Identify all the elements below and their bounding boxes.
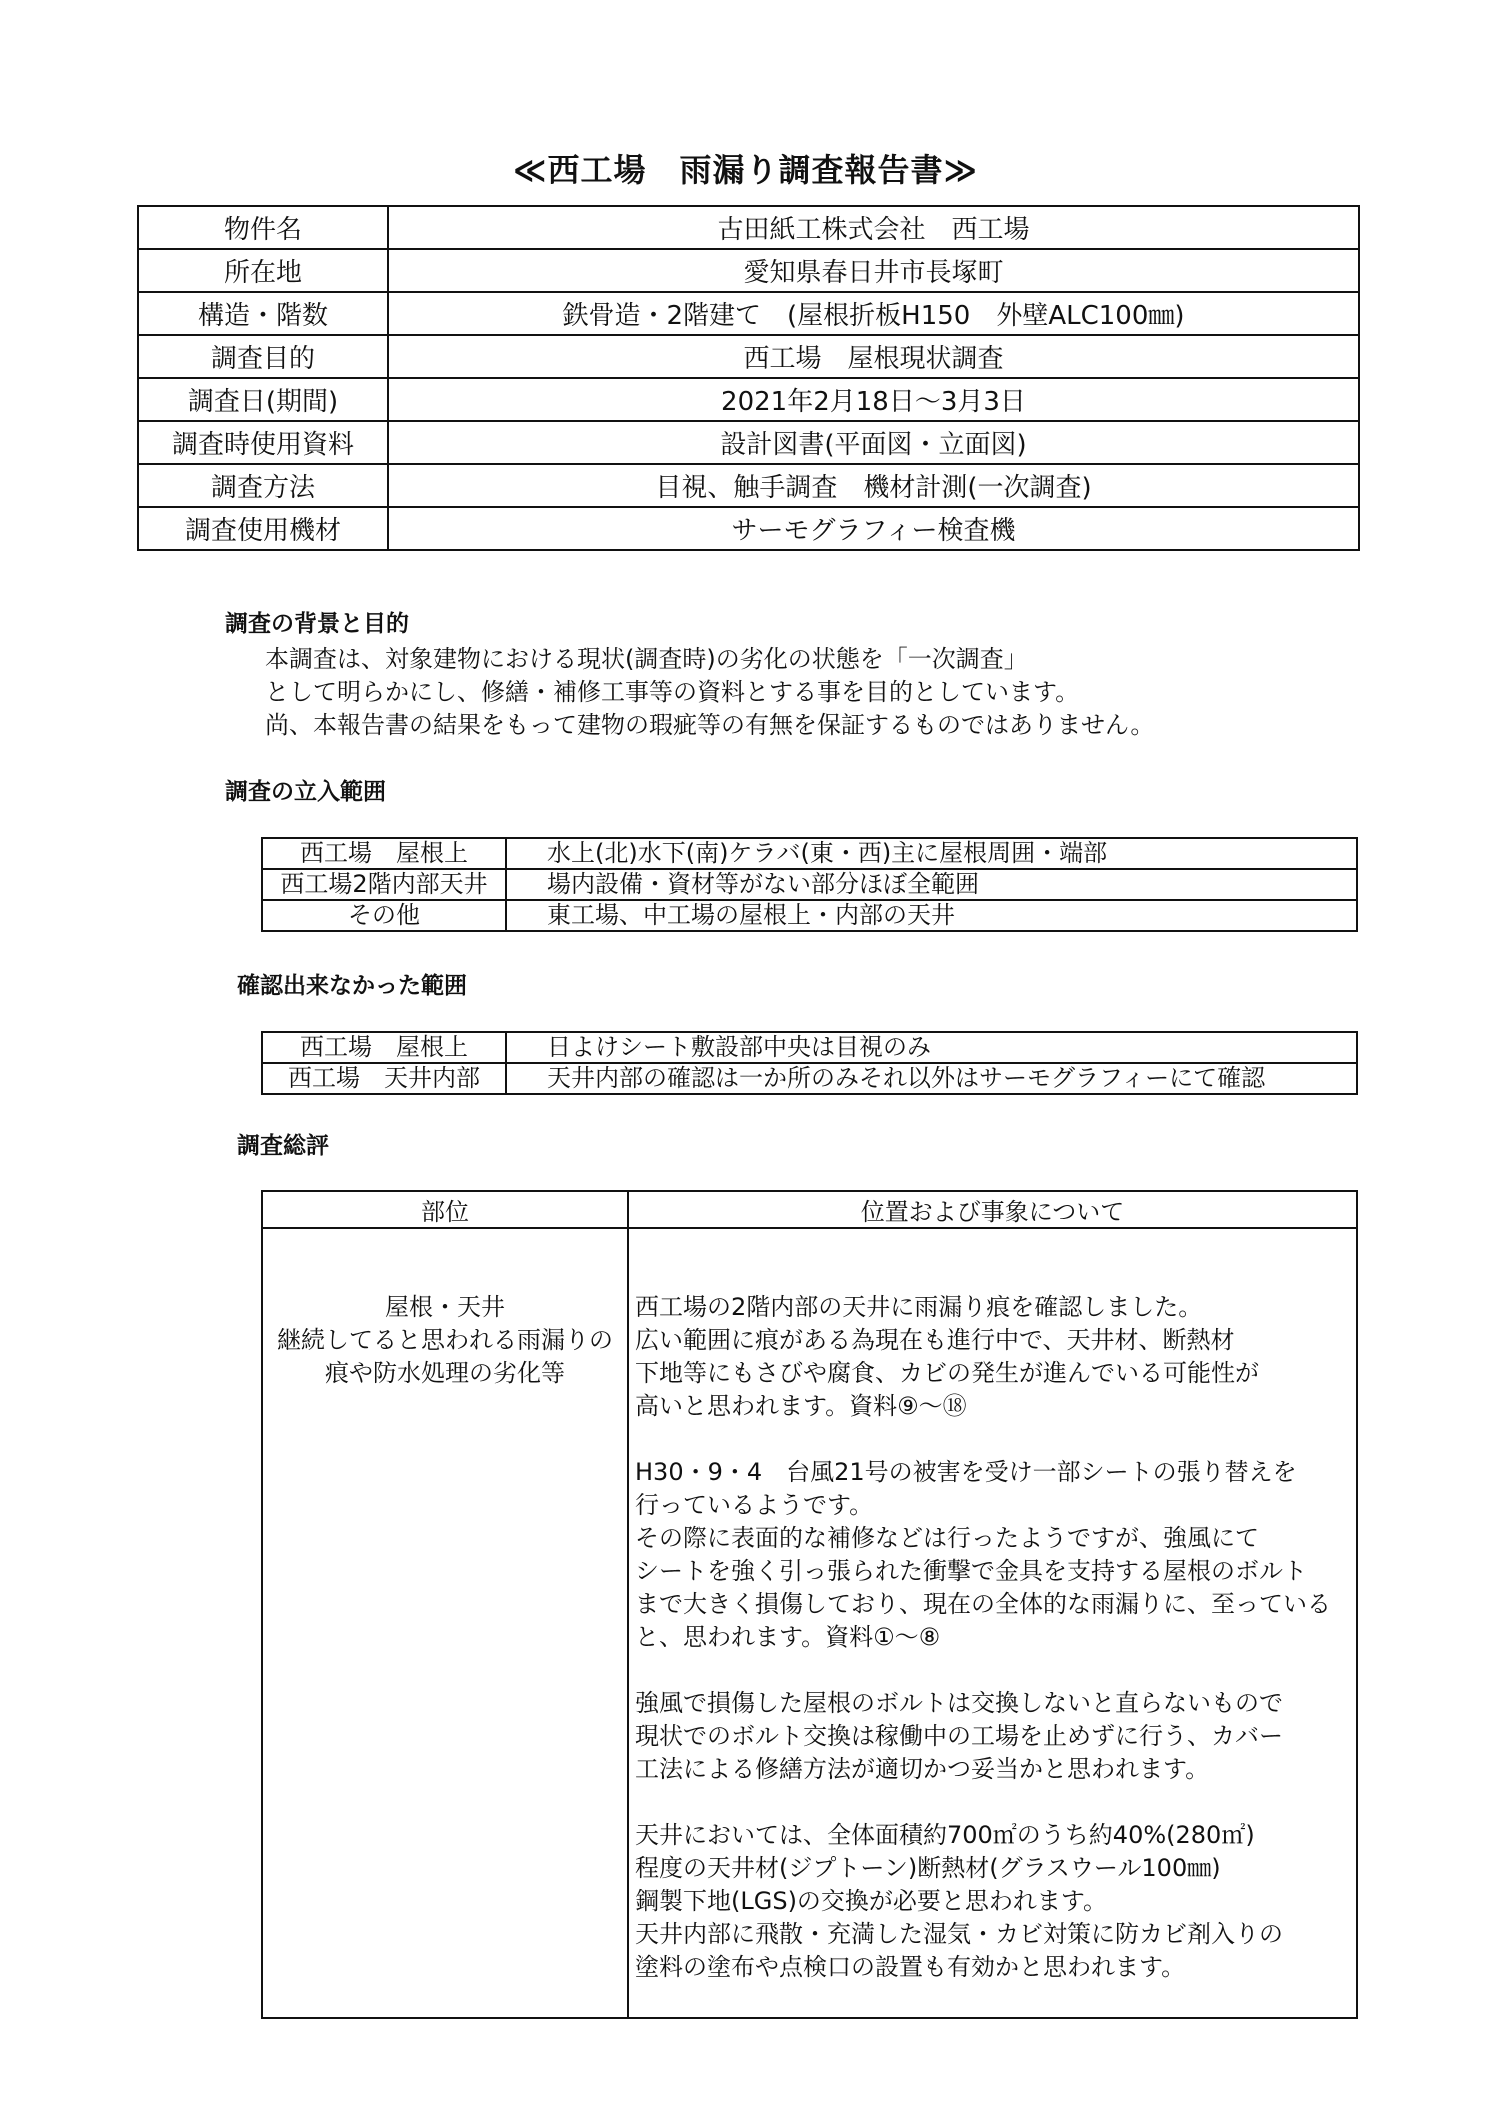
info-label: 調査目的 xyxy=(138,335,388,378)
table-row xyxy=(262,1063,1357,1094)
background-line: 尚、本報告書の結果をもって建物の瑕疵等の有無を保証するものではありません。 xyxy=(265,711,1155,739)
table-row xyxy=(262,869,1357,900)
summary-description-cell xyxy=(628,1228,1357,2018)
info-label: 調査日(期間) xyxy=(138,378,388,421)
description-line: 西工場の2階内部の天井に雨漏り痕を確認しました。 xyxy=(635,1293,1203,1321)
background-line: として明らかにし、修繕・補修工事等の資料とする事を目的としています。 xyxy=(265,678,1080,706)
description-line: まで大きく損傷しており、現在の全体的な雨漏りに、至っている xyxy=(635,1590,1331,1618)
info-value: 西工場 屋根現状調査 xyxy=(388,335,1359,378)
description-line: シートを強く引っ張られた衝撃で金具を支持する屋根のボルト xyxy=(635,1557,1307,1585)
not-checked-table xyxy=(261,1031,1358,1095)
description-line: 塗料の塗布や点検口の設置も有効かと思われます。 xyxy=(635,1953,1186,1981)
not-checked-area: 西工場 天井内部 xyxy=(262,1063,506,1094)
not-checked-area: 西工場 屋根上 xyxy=(262,1032,506,1063)
not-checked-heading: 確認出来なかった範囲 xyxy=(237,973,467,999)
background-text xyxy=(265,643,1154,742)
description-line: その際に表面的な補修などは行ったようですが、強風にて xyxy=(635,1524,1259,1552)
info-label: 調査時使用資料 xyxy=(138,421,388,464)
table-header-row xyxy=(262,1191,1357,1228)
property-info-table xyxy=(137,205,1360,551)
summary-heading: 調査総評 xyxy=(237,1133,329,1159)
description-line: 行っているようです。 xyxy=(635,1491,874,1519)
not-checked-detail: 天井内部の確認は一か所のみそれ以外はサーモグラフィーにて確認 xyxy=(506,1063,1357,1094)
description-line: 強風で損傷した屋根のボルトは交換しないと直らないもので xyxy=(635,1689,1283,1717)
info-label: 調査方法 xyxy=(138,464,388,507)
scope-area: その他 xyxy=(262,900,506,931)
info-value: 目視、触手調査 機材計測(一次調査) xyxy=(388,464,1359,507)
description-paragraph xyxy=(635,1687,1350,1786)
table-row xyxy=(138,249,1359,292)
scope-detail: 東工場、中工場の屋根上・内部の天井 xyxy=(506,900,1357,931)
description-line: と、思われます。資料①～⑧ xyxy=(635,1623,941,1651)
summary-table xyxy=(261,1190,1358,2019)
info-label: 所在地 xyxy=(138,249,388,292)
description-line: 現状でのボルト交換は稼働中の工場を止めずに行う、カバー xyxy=(635,1722,1283,1750)
table-row xyxy=(138,292,1359,335)
description-line: 工法による修繕方法が適切かつ妥当かと思われます。 xyxy=(635,1755,1210,1783)
part-line: 継続してると思われる雨漏りの xyxy=(277,1326,613,1354)
info-label: 構造・階数 xyxy=(138,292,388,335)
table-row xyxy=(138,378,1359,421)
info-label: 調査使用機材 xyxy=(138,507,388,550)
scope-detail: 場内設備・資材等がない部分ほぼ全範囲 xyxy=(506,869,1357,900)
description-line: 天井においては、全体面積約700㎡のうち約40%(280㎡) xyxy=(635,1821,1255,1849)
description-line: 程度の天井材(ジプトーン)断熱材(グラスウール100㎜) xyxy=(635,1854,1221,1882)
background-heading: 調査の背景と目的 xyxy=(225,611,409,637)
scope-area: 西工場 屋根上 xyxy=(262,838,506,869)
description-paragraph xyxy=(635,1291,1350,1423)
background-line: 本調査は、対象建物における現状(調査時)の劣化の状態を「一次調査」 xyxy=(265,645,1028,673)
description-paragraph xyxy=(635,1456,1350,1654)
table-row xyxy=(138,335,1359,378)
description-line: H30・9・4 台風21号の被害を受け一部シートの張り替えを xyxy=(635,1458,1297,1486)
not-checked-detail: 日よけシート敷設部中央は目視のみ xyxy=(506,1032,1357,1063)
scope-detail: 水上(北)水下(南)ケラバ(東・西)主に屋根周囲・端部 xyxy=(506,838,1357,869)
table-row xyxy=(262,900,1357,931)
table-row xyxy=(262,1032,1357,1063)
scope-table xyxy=(261,837,1358,932)
table-row xyxy=(262,1228,1357,2018)
description-paragraph xyxy=(635,1819,1350,1984)
info-value: 愛知県春日井市長塚町 xyxy=(388,249,1359,292)
description-line: 鋼製下地(LGS)の交換が必要と思われます。 xyxy=(635,1887,1108,1915)
info-value: 2021年2月18日～3月3日 xyxy=(388,378,1359,421)
table-row xyxy=(138,421,1359,464)
description-line: 天井内部に飛散・充満した湿気・カビ対策に防カビ剤入りの xyxy=(635,1920,1283,1948)
table-row xyxy=(138,206,1359,249)
info-value: 古田紙工株式会社 西工場 xyxy=(388,206,1359,249)
info-value: サーモグラフィー検査機 xyxy=(388,507,1359,550)
description-line: 高いと思われます。資料⑨～⑱ xyxy=(635,1392,967,1420)
description-line: 下地等にもさびや腐食、カビの発生が進んでいる可能性が xyxy=(635,1359,1259,1387)
info-label: 物件名 xyxy=(138,206,388,249)
report-title: ≪西工場 雨漏り調査報告書≫ xyxy=(512,151,978,189)
info-value: 設計図書(平面図・立面図) xyxy=(388,421,1359,464)
part-line: 屋根・天井 xyxy=(385,1293,505,1321)
description-line: 広い範囲に痕がある為現在も進行中で、天井材、断熱材 xyxy=(635,1326,1235,1354)
column-header-description: 位置および事象について xyxy=(628,1191,1357,1228)
part-line: 痕や防水処理の劣化等 xyxy=(325,1359,565,1387)
table-row xyxy=(138,507,1359,550)
scope-area: 西工場2階内部天井 xyxy=(262,869,506,900)
column-header-part: 部位 xyxy=(262,1191,628,1228)
scope-heading: 調査の立入範囲 xyxy=(225,779,386,805)
table-row xyxy=(138,464,1359,507)
summary-part-cell xyxy=(262,1228,628,2018)
info-value: 鉄骨造・2階建て (屋根折板H150 外壁ALC100㎜) xyxy=(388,292,1359,335)
table-row xyxy=(262,838,1357,869)
